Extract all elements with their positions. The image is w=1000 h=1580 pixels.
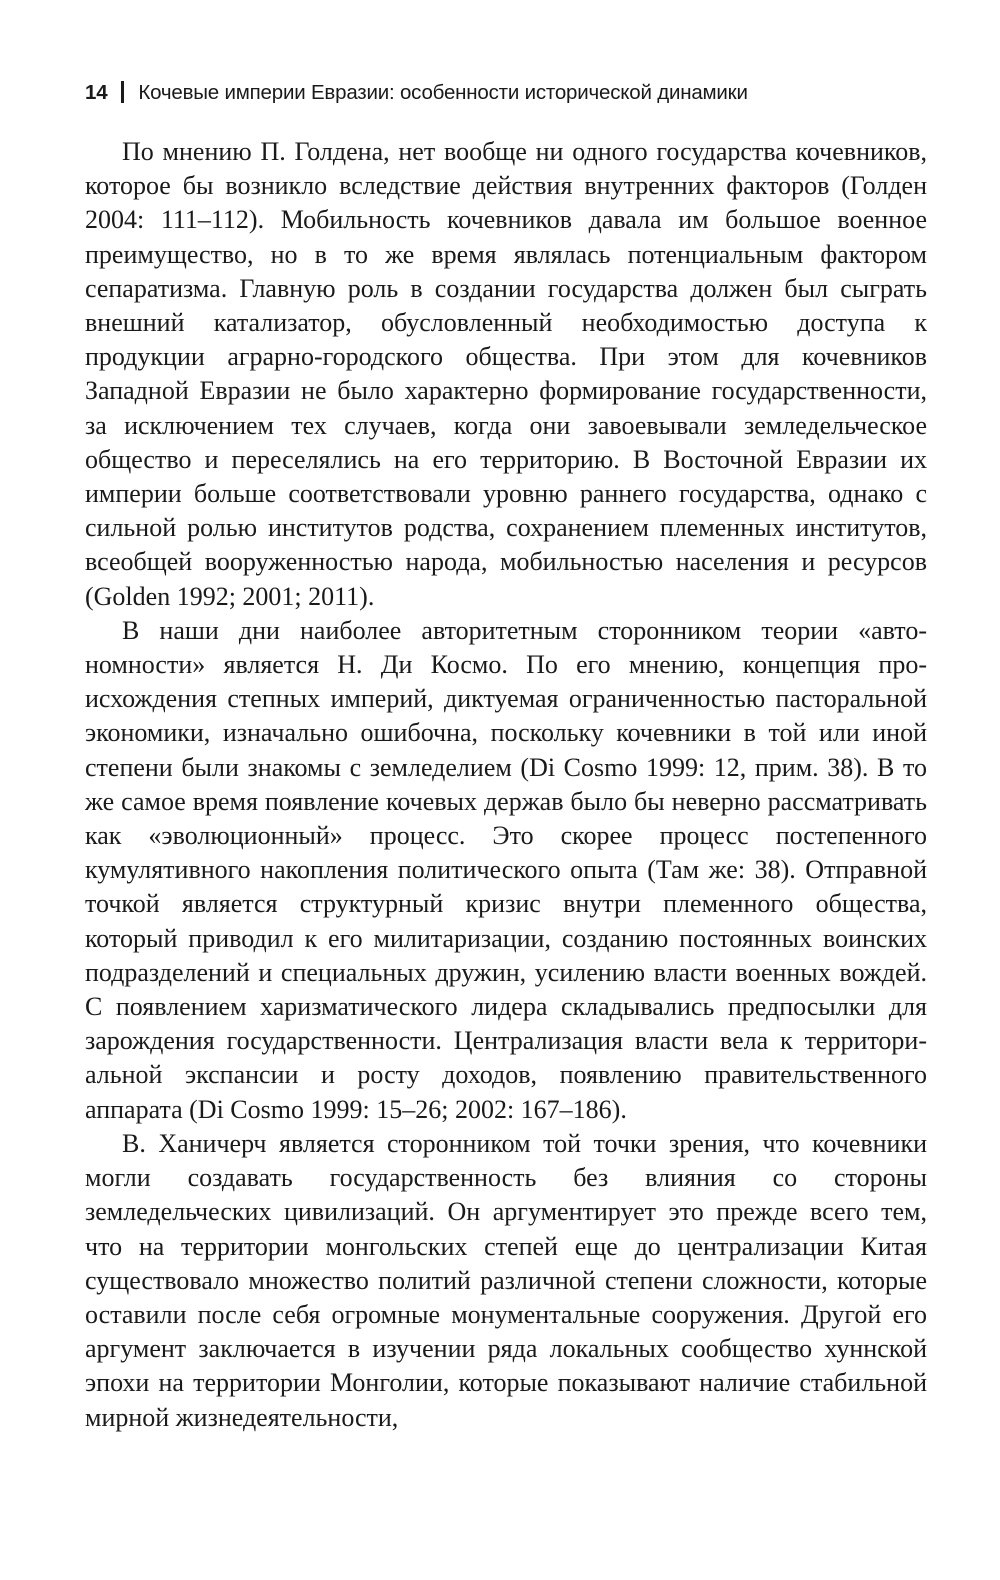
body-text bbox=[85, 135, 927, 1435]
paragraph: В. Ханичерч является сторонником той точки зрения, что кочевники могли создавать государственность без влияния со стороны земледельческих цивилизаций. Он аргументирует это прежде всего тем, что на территории монгольских степей еще до централизации Китая существовало множество политий различной степени сложности, которые оставили после себя огромные монументальные сооружения. Другой его аргумент заключается в изучении ряда локальных сообщество хуннской эпохи на территории Монголии, которые показывают наличие стабильной мирной жизнедеятельности, bbox=[85, 1128, 927, 1432]
running-title: Кочевые империи Евразии: особенности исторической динамики bbox=[138, 81, 748, 104]
running-header bbox=[85, 76, 945, 110]
paragraph: По мнению П. Голдена, нет вообще ни одного государства кочевников, которое бы возникло вследствие действия внутренних факторов (Голден 2004: 111–112). Мобильность кочевников давала им большое военное преимущество, но в то же время являлась потенциальным фактором сепаратизма. Главную роль в создании государства должен был сыграть внешний катализатор, обусловленный необходимостью доступа к продукции аграрно-городского общества. При этом для кочевников Западной Евразии не было характерно формирование государственности, за исключением тех случаев, когда они завоевывали земледельческое общество и переселялись на его территорию. В Восточной Евразии их империи больше соответствовали уровню раннего государства, однако с сильной ролью институтов родства, сохранением племенных институтов, всеобщей вооруженностью народа, мобильностью населения и ресурсов (Golden 1992; 2001; 2011). bbox=[85, 137, 927, 611]
paragraph: В наши дни наиболее авторитетным сторонником теории «автономности» является Н. Ди Космо. По его мнению, концепция происхождения степных империй, диктуемая ограниченностью пасторальной экономики, изначально ошибочна, поскольку кочевники в той или иной степени были знакомы с земледелием (Di Cosmo 1999: 12, прим. 38). В то же самое время появление кочевых держав было бы неверно рассматривать как «эволюционный» процесс. Это скорее процесс постепенного кумулятивного накопления политического опыта (Там же: 38). Отправной точкой является структурный кризис внутри племенного общества, который приводил к его милитаризации, созданию постоянных воинских подразделений и специальных дружин, усилению власти военных вождей. С появлением харизматического лидера складывались предпосылки для зарождения государственности. Централизация власти вела к территориальной экспансии и росту доходов, появлению правительственного аппарата (Di Cosmo 1999: 15–26; 2002: 167–186). bbox=[85, 615, 927, 1124]
header-separator bbox=[121, 81, 124, 103]
page-number: 14 bbox=[85, 81, 108, 104]
